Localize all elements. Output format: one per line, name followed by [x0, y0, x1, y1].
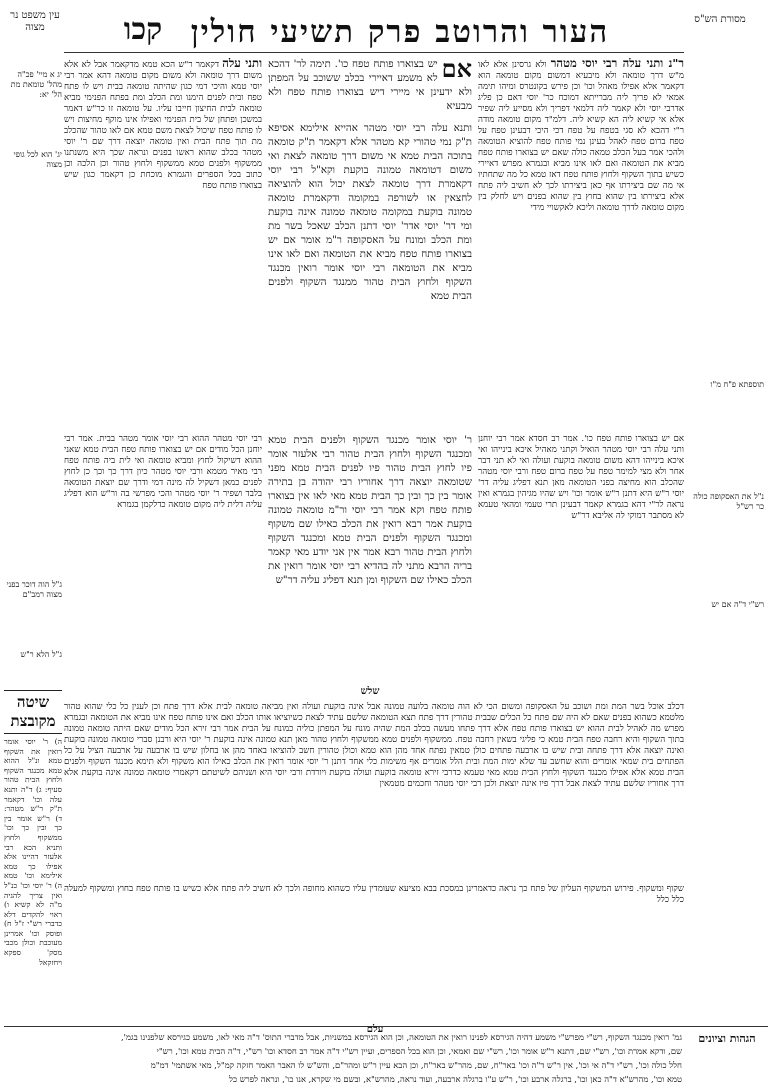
gemara-siyum: שלש — [360, 686, 380, 697]
margin-note-right-3: רש"י ד"ה אם יש — [711, 600, 764, 609]
gemara-col3: אמר רבי זירא הכל מודים שאם היתה טומאה טמונה בתוך השקוף והיא רחבה טפח הבית טמא כי פליגי בשאין רחבה טפח. ממשקוף ולפנים טמא ממשקוף ולחוץ טהור מאן תנא טמונה אינה בוקעת ר' יוסי היא ורבנן סברי טומאה טמונה בוקעת ואינה יוצאה אלא דרך פתחה — [64, 724, 684, 756]
rashi-bottom — [64, 884, 684, 1024]
gemara-continued — [268, 434, 472, 684]
tosafot-lower: מאן תנא דפליג עליה דר' יוסי ר"ש היא דתנן ר"ש אומר וכו' ויש שהיו מגיהין בגמרא ואין נראה לר"י דהא בגמרא קאמר דבעינן תרי טעמי ומהאי טעמא לא מסתבר דמוקי לה אליבא דר"ש — [478, 478, 684, 521]
mishnah-text: אם יש בצוארו פותח טפח כו'. אמר רב חסדא אמר רבי יוחנן ותני עלה רבי יוסי מטהר הואיל וקתני מאהיל איכא בינייהו ואי איכא בינייהו דהא משום טומאה בוקעת ועולה ואי לא תני דבר אחר ולא מצי למימר טפח על טפח ברום טפח ורבי יוסי מטהר שהכלב הוא מחיצה בפני הטומאה — [478, 434, 684, 488]
tosafot-text-mid: דלמ"ד מקום טומאה מודה ר"י דהכא לא סגי בטפח על טפח דכי היכי דבעינן טפח על טפח ברום טפח לאהל בעינן נמי פותח טפח להוציא הטומאה ולהכי אמר בעל הכלב טמאה כולה שאם יש בצוארו פותח טפח מביא את הטומאה ואם לאו אינו מביא ובגמרא מפרש דאיירי כשיש בתוך השקוף ולחוץ פותח טפח דאז טמא כל מה שתחתיו — [478, 115, 684, 180]
header-rule — [64, 52, 684, 53]
bottom-commentary-col2: דרך פתח תצא הטומאה שלשם עתיד לצאת כשיוציאו אותו הכלב ואם אינו פותח טפח אינו מביא את הטומאה ובגמרא מפרש מה לאהיל לבית ההוא יש בצוארו פותח טפח אלא דרך פתחו מעשה בכלב המת שהיה מונח על המפתן כוליה כמונח על הבית — [64, 713, 684, 734]
gemara-opening — [268, 58, 472, 118]
rashi-bottom-text: שקוף ומשקוף. פירוש המשקוף העליון של פתח כך נראה כדאמרינן במסכת בבא מציעא שעומדין עליו כשהוא מחופה ולכך לא חשיב ליה פתח אלא כשיש בו פותח טפח בחוץ ומשקוף למעלה כלל כלל — [64, 884, 684, 905]
mesorat-hashas-label: מסורת הש"ס — [694, 14, 746, 25]
mishnah-text2: רבי יוסי מטהר ההוא רבי יוסי אומר מטהר בבית. אמר רבי יוחנן הכל מודים אם יש בצוארו פותח טפח הבית טמא שאני ההוא דשיקול לחוץ ומביא טומאה ואי לית ביה פותח טפח רבי מאיר מטמא ורבי יוסי מטהר — [64, 434, 262, 477]
hagahot-label: הגהות וציונים — [698, 1032, 756, 1045]
gemara-col4: כלי אחד דתנן ר' יוסי אומר רואין את הכלב כאילו הוא משקוף ולא תימא מכנגד השקוף ולפנים הבית טמא אלא אפילו מכנגד השקוף ולחוץ הבית טמא מאי טעמא כדרבי זירא — [64, 757, 684, 778]
bottom-commentary-col3: ובית שיש בו ארבעה פתחים כולן טמאין נפתח אחד מהן הוא טמא וכולן טהורין חשב להוציאו באחד מהן או בחלון שיש בו ארבעה על ארבעה הציל על כל הפתחים בית שמאי אומרים והוא שחשב עד שלא ימות המת ובית הלל אומרים אף משימות — [64, 746, 684, 767]
gemara-opening-text: יש בצוארו פותח טפח כו'. תימה לר' דהכא לא משמע דאיירי בכלב ששוכב על המפתן ולא ידעינן אי מיירי דיש בצוארו פותח טפח ולא מבעיא — [268, 59, 472, 112]
tosafot-text-bottom: אי מה שם ביצירתו אף כאן ביצירתו לכך לא חשיב ליה פתח אלא ביצירתו בין שהוא בחוץ בין שהוא בפנים ויש לחלק בין מקום טומאה לדרך טומאה וליכא לאקשויי מידי — [478, 181, 684, 213]
ein-mishpat-label: עין משפט נר מצוה — [10, 10, 60, 33]
footer-rule — [4, 1026, 768, 1027]
margin-note-right-2: נ"ל את האסקופה כולה כר רש"ל — [693, 492, 764, 511]
rashi-lower: כיון דרך כך וכך כן לחוץ לפנים כמאן דשקיל לה מינה דמי ודרך שם יוצאת הטומאה בלבד ושפיר ר' יוסי מטהר והכי מפרשי בה ור"ש הוא דפליג עליה דלית ליה מקום טומאה כדלקמן בגמרא — [64, 467, 262, 510]
margin-note-left-1: יג א מיי' פכ"ה מהל' טומאת מת הל' יא: — [10, 70, 62, 99]
bottom-commentary-col1: דכלב אוכל בשר המת ומת ושוכב על האסקופה ומשום הכי לא הוה טומאה בלועה טמונה אבל אינה בוקעת ועולה ואין מביאה טומאה לבית אלא דרך פתח וכן לענין כל כלי שהוא טהור מלטמא כשהוא בפנים שאם לא היה שם פתח כל הכלים שבבית טהורין — [64, 702, 684, 723]
rashi-column-mid — [64, 434, 262, 684]
shita-title: שיטה מקובצת — [4, 690, 62, 734]
rashi-text-mid: חייבו עליו. על טומאה זו כר"ש דאמר במשכן ופתחן של בית הפנימי ואפילו אינו מוקף מחיצות ויש לו פותח טפח שיכול לצאת משם טמא אם לאו טהור שהכלב מת תוך פתח הבית ואין טומאה יוצאה דרך שם — [64, 104, 262, 147]
shita-text: ה) ר' יוסי אומר רואין את השקוף טמא ונ"ל ההוא טמא מכנגד השקוף ולחוץ הבית טהור סעיף: ג) ד"ה ותנא עלה וכו' דקאמר ת"ק ר"ש מטהר: ד) ר"ש אומר בין כך ובין כך וכו' ממשקוף ולחוץ ותניא הכא רבי אלעזר דהיינו אלא אפילו כך טמא אילימא וכו' טמא ה) ר' יוסי וכו' כנ"ל ואין צריך להגיה מ"ה לא קשיא ו) ראוי להקדים דלא כדברי רש"י ז"ל ח) ופוסק וכו' אמרינן מעוכבת וכולן מכבי מסק' ספקא ויחזקאל — [4, 737, 62, 967]
gemara-opening-word: אם — [441, 58, 472, 83]
bottom-commentary-col4: טומאה בוקעת ועולה בוקעת ויורדת ורבי יוסי היא ושניהם לשיטתם דקאמרי טומאה טמונה אינה בוקעת אלא דרך אחוריו שלשם עתיד לצאת אבל דרך פיו אינה יוצאת ולכן רבי יוסי מטהר וחכמים מטמאין — [64, 768, 684, 789]
tosafot-dibur: ר"נ ותני עלה רבי יוסי מטהר — [550, 58, 684, 70]
bottom-commentary — [64, 702, 684, 882]
margin-note-left-2: יג' הוא לכל גופי מצוה — [13, 150, 62, 169]
page-title: העור והרוטב פרק תשיעי חולין — [190, 14, 610, 50]
hagahot-line-1: גמ' רואין מכנגד השקוף, רש"י מפרש"י משמע דהיה הגירסא לפנינו רואין את הטומאה, וכן הוא הגירסא במשניות, אבל מדברי התוס' ד"ה מאי לאו, משמע כגירסא שלפנינו בגמ', — [121, 1032, 682, 1042]
hagahot-text — [4, 1030, 682, 1088]
hagahot-line-3: חלל כולה וכו', רש"י ד"ה אי וכו', אין ר"ש ד"ה וכו' באר"ח, שם, מהר"ש באר"ח, וכן הבא עיין ר"ש ומהר"ם, והש"ש לו האבר האמר חזקה קמ"ל, מאי אשתמי' דמ"מ — [150, 1060, 682, 1070]
rashi-column-top — [64, 58, 262, 428]
margin-note-right-1: תוספתא פ"ח מ"ו — [710, 380, 764, 389]
rashi-text: דקאמר ר"ש הכא טמא מדקאמר אבל לא אלא משום דרך טומאה ולא משום מקום טומאה דהא אמר רבי יוסי טמא והיכי דמי כגון שהיתה טומאה בבית ויש לו פתח טפח ובית לפנים הימנו ומת הכלב ומת בפתח הפנימי מביא טומאה לבית החיצון — [64, 60, 262, 114]
tosafot-text: ולא גרסינן אלא לאו מ"ש דרך טומאה ולא מיבעיא דמשום מקום טומאה הוא דקאמר אלא אפילו מאהל וכו' וכן פירש בקונטרס ומיהו תימה אמאי לא פריך ליה מברייתא דמוכח כר' יוסי דאם כן פליג אדרבי יוסי ולא קאמר ליה דלמאי דפריך ולא מסייע ליה שפיר אלא אי קשיא ליה הא קשיא ליה. — [478, 60, 684, 125]
tosafot-column-top — [478, 58, 684, 428]
hagahot-line-4: טמא וכו', מהרש"א ד"ה כאן וכו', ברגלה ארבע וכו', ר"ש ע"ו ברגלה ארבעה, ועוד נראה, מהרש"א, ובשם מי שקרא, אנו כו', ונראה לפרש כל — [229, 1074, 682, 1084]
gemara-main-text — [268, 122, 472, 428]
daf-number: קכו — [123, 12, 163, 47]
gemara-col2: ר' יוסי אומר מכנגד השקוף ולפנים הבית טמא ומכנגד השקוף ולחוץ הבית טהור רבי אלעזר אומר פיו לחוץ הבית טהור פיו לפנים הבית טמא מפני שטומאה יוצאה דרך אחוריו רבי יהודה בן בתירה אומר בין כך ובין כך הבית טמא מאי לאו אין בצוארו פותח טפח וקא אמר רבי יוסי ור"מ טומאה טמונה בוקעת אמר רבא רואין את הכלב כאילו שם משקוף ומכנגד השקוף ולפנים הבית טמא ומכנגד השקוף ולחוץ הבית טהור רבא אמר אין אני יודע מאי קאמר בריה הרבא מתני לה בהדיא רבי יוסי אומר רואין את הכלב כאילו שם השקוף ומן תנא דפליג עליה דר"ש — [268, 435, 472, 586]
rashi-text-bottom: ר' יוסי מטהר בכלב שהוא ראשו בפנים ונראה שכך היא משנתנו ממשקוף ולפנים טמא ממשקוף ולחוץ טהור וכן הלכה וכן כתוב בכל הספרים והגמרא מוכחת כן דקאמר כגון שיש בצוארו פותח טפח — [64, 137, 262, 191]
margin-note-left-4: ג"ל הלא ר"ש — [20, 650, 62, 659]
tosafot-column-mid — [478, 434, 684, 684]
hagahot-line-2: שם, ודקא אמרת וכו', רש"י שם, דתנא ר"ש אומר וכו', רש"י שם ואמאי, וכן הוא בכל הספרים, ועיין רש"י ד"ה אמר רב חסדא וכו' רש"י, ד"ה הבית טמא וכו', רש"י — [156, 1046, 682, 1056]
siyum-2: עלם — [366, 1024, 384, 1035]
rashi-dibur: ותני עלה — [222, 58, 262, 70]
shita-mekubetzet-box — [4, 690, 62, 1020]
margin-note-left-3: ג"ל הוה דוכר בפני מצוה רמב"ם — [6, 580, 62, 599]
gemara-col1: ותנא עלה רבי יוסי מטהר אהייא אילימא אסיפא ת"ק נמי טהורי קא מטהר אלא דקאמר ת"ק טומאה בתוכה הבית טמא אי משום דרך טומאה לצאת ואי משום דטומאה טמונה בוקעת וקא"ל רבי יוסי דקאמרת דרך טומאה לצאת יכול הוא להוציאה לחצאין או לשורפה במקומה ודקאמרת טומאה טמונה בוקעת במקומה טומאה טמונה אינה בוקעת ומי דר' יוסי אדר' יוסי דתנן הכלב שאכל בשר מת ומת הכלב ומונח על האסקופה ר"מ אומר אם יש בצוארו פותח טפח מביא את הטומאה ואם לאו אינו מביא את הטומאה רבי יוסי אומר רואין מכנגד השקוף ולחוץ הבית טהור ממנגד השקוף ולפנים הבית טמא — [268, 123, 472, 302]
